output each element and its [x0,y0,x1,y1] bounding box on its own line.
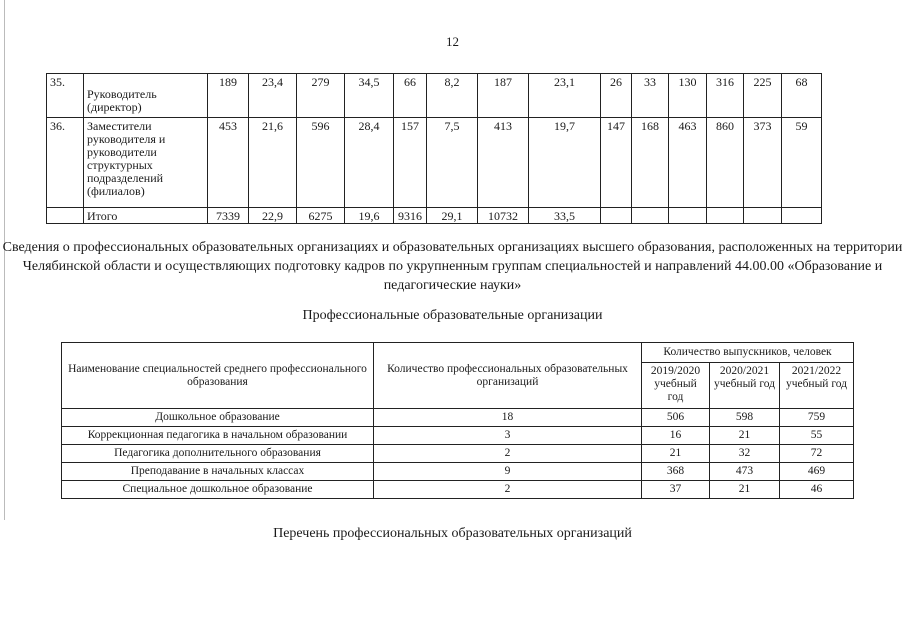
graduates-count: 759 [780,409,854,427]
orgs-count: 2 [374,481,642,499]
table-cell: 596 [297,118,345,208]
table-cell: 6275 [297,208,345,224]
table-cell: 8,2 [427,74,478,118]
graduates-column-header: Количество выпускников, человек [642,343,854,363]
table-cell: 413 [478,118,529,208]
table-cell: 279 [297,74,345,118]
table-cell: 373 [744,118,782,208]
year-column-header: 2021/2022 учебный год [780,363,854,409]
page-number: 12 [446,34,459,49]
staff-table [46,73,822,224]
graduates-count: 21 [642,445,710,463]
table-cell [669,208,707,224]
year-column-header: 2020/2021 учебный год [710,363,780,409]
table-cell: 10732 [478,208,529,224]
table-cell [782,208,822,224]
specialty-name: Педагогика дополнительного образования [62,445,374,463]
table-cell [632,208,669,224]
specialty-name: Преподавание в начальных классах [62,463,374,481]
table-row [62,427,854,445]
table-cell: 29,1 [427,208,478,224]
table-cell: 453 [208,118,249,208]
table-cell: 23,1 [529,74,601,118]
table-cell: 19,7 [529,118,601,208]
table-cell: 21,6 [249,118,297,208]
graduates-count: 72 [780,445,854,463]
orgs-count: 2 [374,445,642,463]
table-cell: 316 [707,74,744,118]
table-cell: 26 [601,74,632,118]
list-heading: Перечень профессиональных образовательных организаций [273,526,632,541]
table-cell: 130 [669,74,707,118]
graduates-count: 55 [780,427,854,445]
specialty-name: Дошкольное образование [62,409,374,427]
table-cell: 68 [782,74,822,118]
row-number: 36. [47,118,84,208]
position-name: Заместители руководителя и руководители структурных подразделений (филиалов) [84,118,208,208]
specialty-column-header: Наименование специальностей среднего профессионального образования [62,343,374,409]
table-cell: 34,5 [345,74,394,118]
table-cell: 28,4 [345,118,394,208]
orgs-count: 3 [374,427,642,445]
graduates-count: 473 [710,463,780,481]
graduates-count: 368 [642,463,710,481]
specialty-name: Коррекционная педагогика в начальном образовании [62,427,374,445]
table-cell: 23,4 [249,74,297,118]
table-cell: 225 [744,74,782,118]
table-cell: 33,5 [529,208,601,224]
table-cell: 147 [601,118,632,208]
table-cell: 19,6 [345,208,394,224]
table-cell: 187 [478,74,529,118]
table-cell: 463 [669,118,707,208]
orgs-count: 18 [374,409,642,427]
graduates-count: 21 [710,427,780,445]
graduates-count: 469 [780,463,854,481]
table-row [47,74,822,118]
table-cell [601,208,632,224]
table-cell [707,208,744,224]
table-cell: 22,9 [249,208,297,224]
row-number [47,208,84,224]
graduates-count: 16 [642,427,710,445]
table-cell: 7339 [208,208,249,224]
table-cell: 9316 [394,208,427,224]
graduates-count: 32 [710,445,780,463]
table-cell: 66 [394,74,427,118]
table-row [62,445,854,463]
graduates-table [61,342,854,499]
table-row [47,208,822,224]
table-cell: 157 [394,118,427,208]
row-number: 35. [47,74,84,118]
position-name: Итого [84,208,208,224]
table-row [47,118,822,208]
section-heading: Сведения о профессиональных образовательных организациях и образовательных организациях высшего образования, расположенных на территории Челябинской области и осуществляющих подготовку кадров по укрупненным группам специальностей и направлений 44.00.00 «Образование и педагогические науки» [2,240,903,293]
graduates-count: 46 [780,481,854,499]
table-cell: 168 [632,118,669,208]
table-row [62,463,854,481]
table-cell: 33 [632,74,669,118]
graduates-count: 21 [710,481,780,499]
orgs-count: 9 [374,463,642,481]
table-cell: 7,5 [427,118,478,208]
subsection-heading: Профессиональные образовательные организации [302,308,603,323]
position-name: Руководитель (директор) [84,74,208,118]
orgs-column-header: Количество профессиональных образовательных организаций [374,343,642,409]
graduates-count: 506 [642,409,710,427]
graduates-count: 598 [710,409,780,427]
specialty-name: Специальное дошкольное образование [62,481,374,499]
year-column-header: 2019/2020 учебный год [642,363,710,409]
table-cell: 189 [208,74,249,118]
table-cell: 860 [707,118,744,208]
table-cell: 59 [782,118,822,208]
table-cell [744,208,782,224]
table-row [62,409,854,427]
graduates-count: 37 [642,481,710,499]
table-row [62,481,854,499]
